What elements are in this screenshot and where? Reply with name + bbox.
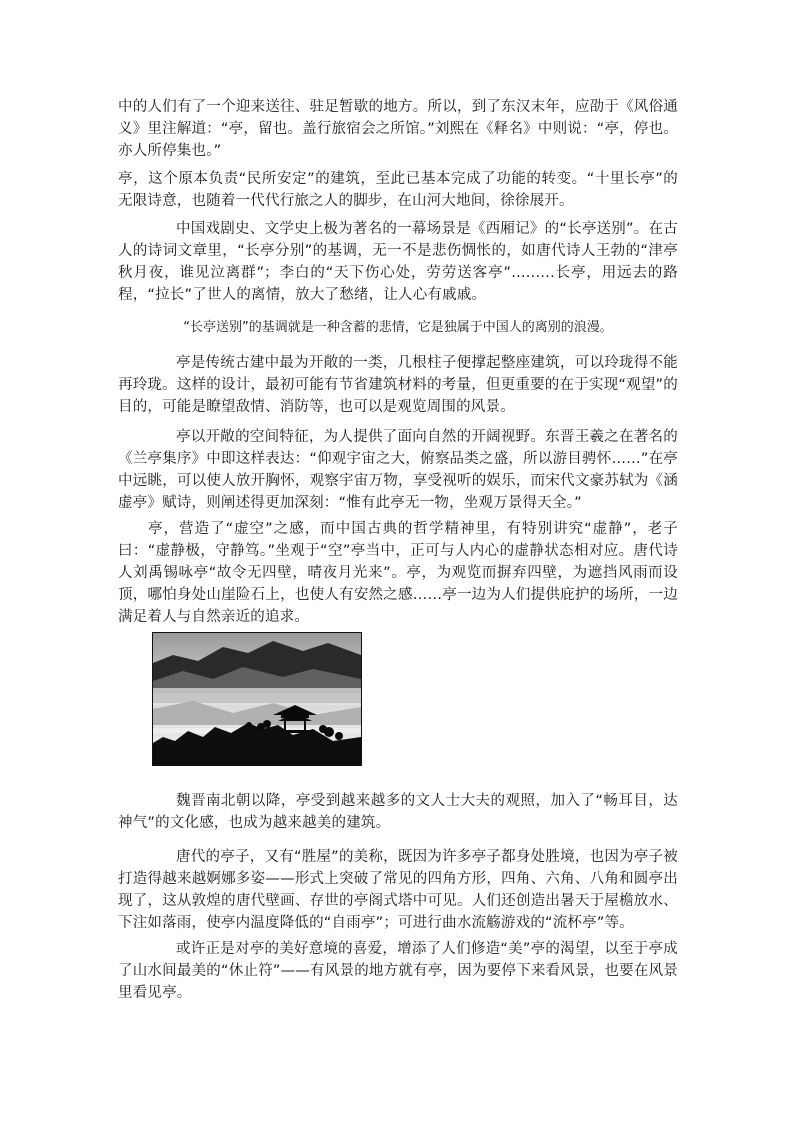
pavilion-photo-image (153, 633, 361, 765)
paragraph-3: 中国戏剧史、文学史上极为著名的一幕场景是《西厢记》的“长亭送别”。在古人的诗词文章里，“长亭分别”的基调，无一不是悲伤惆怅的，如唐代诗人王勃的“津亭秋月夜，谁见泣离群”；李白的“天下伤心处，劳劳送客亭”…..….长亭，用远去的路程，“拉长”了世人的离情，放大了愁绪，让人心有戚戚。 (118, 221, 678, 303)
paragraph-4: 亭是传统古建中最为开敞的一类，几根柱子便撑起整座建筑，可以玲珑得不能再玲珑。这样的设计，最初可能有节省建筑材料的考量，但更重要的在于实现“观望”的目的，可能是瞭望敌情、消防等，也可以是观览周围的风景。 (118, 355, 678, 415)
paragraph-5: 亭以开敞的空间特征，为人提供了面向自然的开阔视野。东晋王羲之在著名的《兰亭集序》中即这样表达：“仰观宇宙之大，俯察品类之盛，所以游目骋怀……”在亭中远眺，可以使人放开胸怀，观察宇宙万物，享受视听的娱乐，而宋代文豪苏轼为《涵虚亭》赋诗，则阐述得更加深刻：“惟有此亭无一物，坐观万景得天全。” (118, 429, 678, 511)
paragraph-9: 或许正是对亭的美好意境的喜爱，增添了人们修造“美”亭的渴望，以至于亭成了山水间最美的“休止符”——有风景的地方就有亭，因为要停下来看风景，也要在风景里看见亭。 (118, 941, 678, 1001)
paragraph-7: 魏晋南北朝以降，亭受到越来越多的文人士大夫的观照，加入了“畅耳目，达神气”的文化感，也成为越来越美的建筑。 (118, 793, 678, 831)
paragraph-6: 亭，营造了“虚空”之感，而中国古典的哲学精神里，有特别讲究“虚静”，老子曰：“虚静极，守静笃。”坐观于“空”亭当中，正可与人内心的虚静状态相对应。唐代诗人刘禹锡咏亭“故令无四壁，晴夜月光来”。亭，为观览而摒弃四壁，为遮挡风雨而设顶，哪怕身处山崖险石上，也使人有安然之感……亭一边为人们提供庇护的场所，一边满足着人与自然亲近的追求。 (118, 521, 678, 625)
paragraph-8: 唐代的亭子，又有“胜屋”的美称，既因为许多亭子都身处胜境，也因为亭子被打造得越来越婀娜多姿——形式上突破了常见的四角方形，四角、六角、八角和圆亭出现了，这从敦煌的唐代壁画、存世的亭阁式塔中可见。人们还创造出暑天于屋檐放水、下注如落雨，使亭内温度降低的“自雨亭”；可进行曲水流觞游戏的“流杯亭”等。 (118, 849, 678, 931)
paragraph-2: 亭，这个原本负责“民所安定”的建筑，至此已基本完成了功能的转变。“十里长亭”的无限诗意，也随着一代代行旅之人的脚步，在山河大地间，徐徐展开。 (118, 171, 678, 209)
paragraph-1: 中的人们有了一个迎来送往、驻足暂歇的地方。所以，到了东汉末年，应劭于《风俗通义》里注解道：“亭，留也。盖行旅宿会之所馆。”刘熙在《释名》中则说：“亭，停也。亦人所停集也。” (118, 99, 678, 159)
pull-quote: “长亭送别”的基调就是一种含蓄的悲情，它是独属于中国人的离别的浪漫。 (183, 320, 613, 335)
pavilion-photo (152, 632, 362, 766)
